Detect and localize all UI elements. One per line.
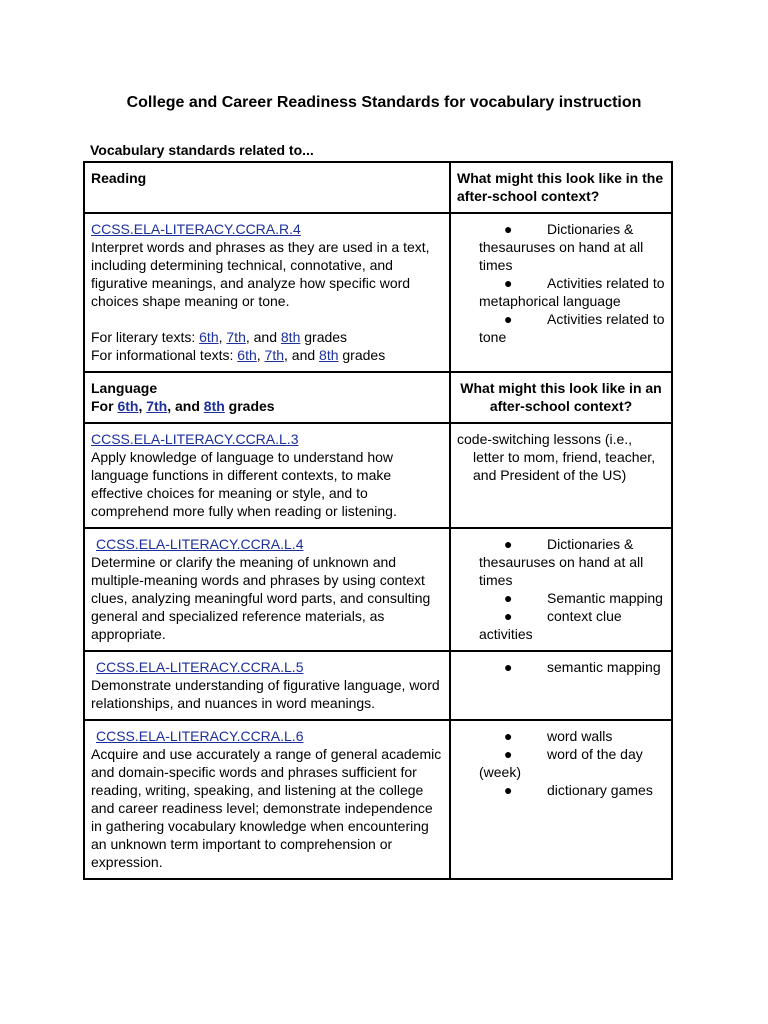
table-row bbox=[84, 423, 672, 528]
standard-description: Interpret words and phrases as they are used in a text, including determining technical, connotative, and figurative meanings, and analyze how specific word choices shape meaning or tone. bbox=[91, 239, 430, 309]
standard-cell bbox=[84, 423, 450, 528]
separator: , and bbox=[245, 329, 281, 345]
standard-code-link[interactable]: CCSS.ELA-LITERACY.CCRA.L.6 bbox=[96, 728, 304, 744]
standard-code-link[interactable]: CCSS.ELA-LITERACY.CCRA.L.3 bbox=[91, 431, 299, 447]
table-row bbox=[84, 720, 672, 879]
grades-suffix: grades bbox=[300, 329, 348, 345]
table-row bbox=[84, 213, 672, 372]
standard-code-link[interactable]: CCSS.ELA-LITERACY.CCRA.L.5 bbox=[96, 659, 304, 675]
informational-prefix: For informational texts: bbox=[91, 347, 238, 363]
language-header-cell bbox=[84, 372, 450, 423]
grade-7-link[interactable]: 7th bbox=[226, 329, 246, 345]
idea-text: Dictionaries & thesauruses on hand at all times bbox=[479, 221, 644, 273]
idea-list bbox=[457, 727, 665, 799]
grade-7-link[interactable]: 7th bbox=[264, 347, 284, 363]
table-row bbox=[84, 651, 672, 720]
standard-cell bbox=[84, 213, 450, 372]
list-item bbox=[479, 535, 665, 589]
bullet-icon: ● bbox=[504, 746, 513, 762]
bullet-icon: ● bbox=[504, 728, 513, 744]
idea-text: Activities related to tone bbox=[479, 311, 665, 345]
idea-text: context clue activities bbox=[479, 608, 622, 642]
standards-table bbox=[83, 161, 673, 880]
standard-description: Acquire and use accurately a range of general academic and domain-specific words and phrases sufficient for reading, writing, speaking, and listening at the college and career readiness level; demonstrate independence in gathering vocabulary knowledge when encountering an unknown term important to comprehension or expression. bbox=[91, 746, 442, 870]
context-cell bbox=[450, 720, 672, 879]
separator: , bbox=[256, 347, 265, 363]
standard-description: Determine or clarify the meaning of unknown and multiple-meaning words and phrases by using context clues, analyzing meaningful word parts, and consulting general and specialized reference materials, as appropriate. bbox=[91, 554, 431, 642]
for-prefix: For bbox=[91, 398, 118, 414]
separator: , bbox=[218, 329, 227, 345]
separator: , bbox=[138, 398, 147, 414]
list-item bbox=[479, 658, 665, 676]
standard-cell bbox=[84, 651, 450, 720]
context-cell bbox=[450, 213, 672, 372]
grade-8-link[interactable]: 8th bbox=[280, 329, 301, 345]
reading-header-row bbox=[84, 162, 672, 213]
informational-grades-line bbox=[91, 346, 443, 364]
standard-code-link[interactable]: CCSS.ELA-LITERACY.CCRA.L.4 bbox=[96, 536, 304, 552]
bullet-icon: ● bbox=[504, 221, 513, 237]
literary-prefix: For literary texts: bbox=[91, 329, 200, 345]
bullet-icon: ● bbox=[504, 590, 513, 606]
table-row bbox=[84, 528, 672, 651]
idea-text: Semantic mapping bbox=[547, 590, 663, 606]
list-item bbox=[479, 745, 665, 781]
bullet-icon: ● bbox=[504, 536, 513, 552]
language-context-header-cell bbox=[450, 372, 672, 423]
grade-7-link[interactable]: 7th bbox=[146, 398, 168, 414]
reading-context-header-label: What might this look like in the after-school context? bbox=[457, 170, 664, 204]
grades-suffix: grades bbox=[338, 347, 386, 363]
idea-text: word walls bbox=[547, 728, 613, 744]
context-cell bbox=[450, 528, 672, 651]
standard-description: Demonstrate understanding of figurative language, word relationships, and nuances in word meanings. bbox=[91, 677, 440, 711]
literary-grades-line bbox=[91, 328, 443, 346]
list-item bbox=[479, 220, 665, 274]
idea-text: code-switching lessons (i.e., letter to mom, friend, teacher, and President of the US) bbox=[457, 431, 656, 483]
bullet-icon: ● bbox=[504, 275, 513, 291]
section-label: Vocabulary standards related to... bbox=[90, 142, 314, 158]
idea-text: dictionary games bbox=[547, 782, 653, 798]
language-header-row bbox=[84, 372, 672, 423]
list-item bbox=[479, 607, 665, 643]
bullet-icon: ● bbox=[504, 311, 513, 327]
grade-6-link[interactable]: 6th bbox=[237, 347, 257, 363]
idea-text: Activities related to metaphorical language bbox=[479, 275, 665, 309]
standard-description: Apply knowledge of language to understand how language functions in different contexts, to make effective choices for meaning or style, and to comprehend more fully when reading or listening. bbox=[91, 449, 397, 519]
grade-8-link[interactable]: 8th bbox=[203, 398, 225, 414]
context-cell bbox=[450, 423, 672, 528]
list-item bbox=[479, 727, 665, 745]
grades-suffix: grades bbox=[224, 398, 275, 414]
idea-text: Dictionaries & thesauruses on hand at all times bbox=[479, 536, 644, 588]
standard-cell bbox=[84, 528, 450, 651]
separator: , and bbox=[167, 398, 204, 414]
language-grades-line bbox=[91, 397, 443, 415]
bullet-icon: ● bbox=[504, 659, 513, 675]
reading-header-label: Reading bbox=[91, 170, 147, 186]
list-item bbox=[479, 781, 665, 799]
separator: , and bbox=[284, 347, 320, 363]
standard-cell bbox=[84, 720, 450, 879]
grade-6-link[interactable]: 6th bbox=[117, 398, 139, 414]
page-title: College and Career Readiness Standards for vocabulary instruction bbox=[126, 94, 642, 111]
reading-context-header-cell bbox=[450, 162, 672, 213]
idea-text: word of the day (week) bbox=[479, 746, 643, 780]
idea-list bbox=[457, 535, 665, 643]
bullet-icon: ● bbox=[504, 782, 513, 798]
language-header-label: Language bbox=[91, 380, 158, 396]
idea-list bbox=[457, 658, 665, 676]
context-cell bbox=[450, 651, 672, 720]
list-item bbox=[479, 589, 665, 607]
reading-header-cell bbox=[84, 162, 450, 213]
idea-list bbox=[457, 220, 665, 346]
list-item bbox=[479, 274, 665, 310]
language-context-header-label: What might this look like in an after-school context? bbox=[460, 380, 662, 414]
standard-code-link[interactable]: CCSS.ELA-LITERACY.CCRA.R.4 bbox=[91, 221, 301, 237]
list-item bbox=[479, 310, 665, 346]
grade-6-link[interactable]: 6th bbox=[199, 329, 219, 345]
grade-8-link[interactable]: 8th bbox=[319, 347, 339, 363]
idea-text: semantic mapping bbox=[547, 659, 661, 675]
bullet-icon: ● bbox=[504, 608, 513, 624]
